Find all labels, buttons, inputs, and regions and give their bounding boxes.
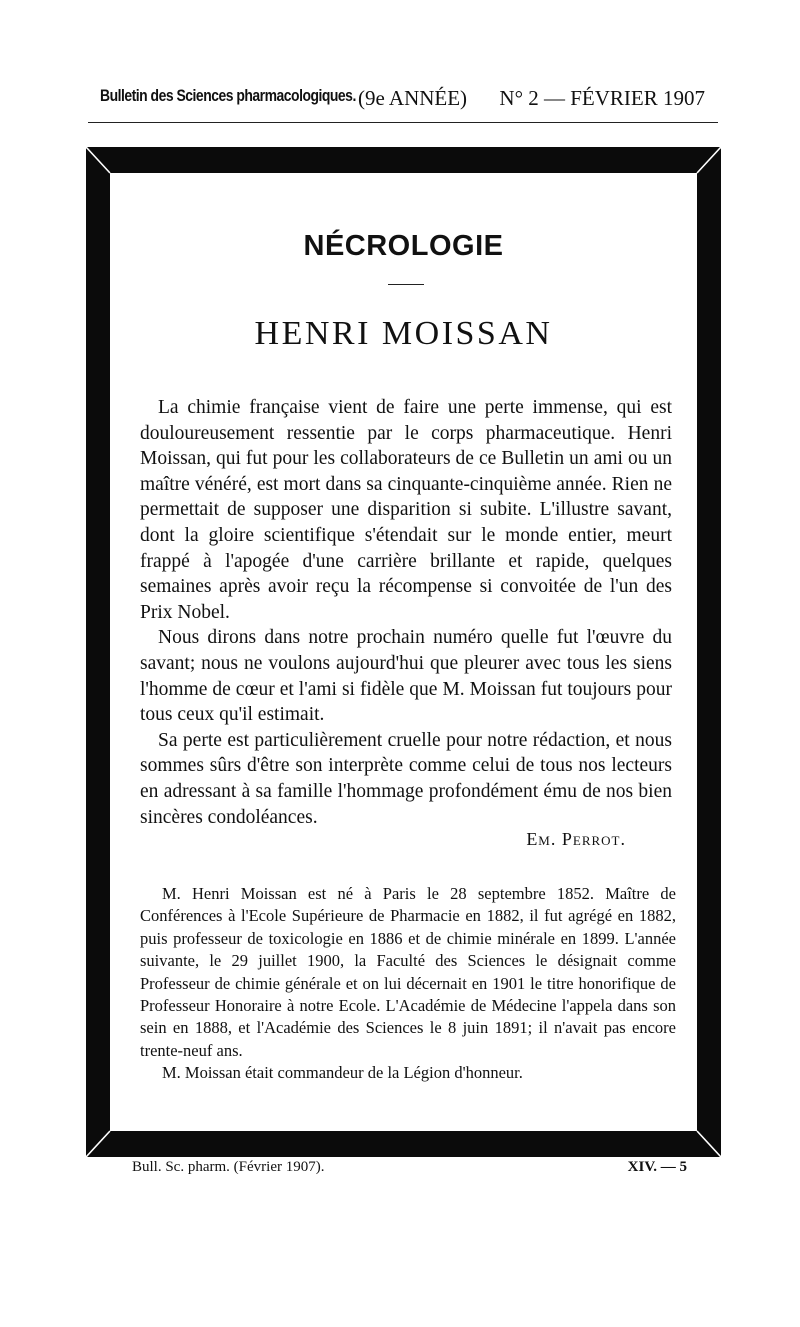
subject-name: HENRI MOISSAN bbox=[254, 315, 553, 352]
obituary-text bbox=[140, 395, 672, 830]
paragraph: Sa perte est particulièrement cruelle pour notre rédaction, et nous sommes sûrs d'être son interprète comme celui de tous nos lecteurs en adressant à sa famille l'hommage profondément ému de nos bien sincères condoléances. bbox=[140, 729, 672, 828]
paragraph: Nous dirons dans notre prochain numéro quelle fut l'œuvre du savant; nous ne voulons aujourd'hui que pleurer avec tous les siens l'homme de cœur et l'ami si fidèle que M. Moissan fut toujours pour tous ceux qu'il estimait. bbox=[140, 627, 672, 726]
biography-paragraph: M. Moissan était commandeur de la Légion d'honneur. bbox=[162, 1063, 523, 1083]
running-header bbox=[100, 80, 705, 120]
journal-title: Bulletin des Sciences pharmacologiques. bbox=[100, 86, 356, 105]
page-number: XIV. — 5 bbox=[627, 1159, 687, 1175]
paragraph: La chimie française vient de faire une perte immense, qui est douloureusement ressentie par le corps pharmaceutique. Henri Moissan, qui fut pour les collaborateurs de ce Bulletin un ami ou un maître vénéré, est mort dans sa cinquante-cinquième année. Rien ne permettait de supposer une disparition si subite. L'illustre savant, dont la gloire scientifique s'étendait sur le monde entier, meurt frappé à l'apogée d'une carrière brillante et rapide, quelques semaines après avoir reçu la récompense si convoitée de l'un des Prix Nobel. bbox=[140, 397, 672, 623]
issue-number: N° 2 — FÉVRIER 1907 bbox=[499, 86, 705, 110]
section-title: NÉCROLOGIE bbox=[303, 230, 504, 262]
volume-year: (9e ANNÉE) bbox=[358, 86, 468, 110]
page-footer bbox=[132, 1157, 687, 1187]
header-rule bbox=[88, 122, 718, 123]
biographical-note bbox=[140, 883, 676, 1085]
biography-paragraph: M. Henri Moissan est né à Paris le 28 septembre 1852. Maître de Conférences à l'Ecole Supérieure de Pharmacie en 1882, il fut agrégé en 1882, puis professeur de toxicologie en 1886 et de chimie minérale en 1899. L'année suivante, le 29 juillet 1900, la Faculté des Sciences le désignait comme Professeur de chimie générale et on lui décernait en 1901 le titre honorifique de Professeur Honoraire à notre Ecole. L'Académie de Médecine l'appela dans son sein en 1888, et l'Académie des Sciences le 8 juin 1891; il n'avait pas encore trente-neuf ans. bbox=[140, 884, 676, 1060]
obituary-content bbox=[110, 175, 697, 1125]
title-separator bbox=[388, 284, 424, 285]
author-signature: Em. Perrot. bbox=[526, 829, 626, 849]
footer-citation: Bull. Sc. pharm. (Février 1907). bbox=[132, 1159, 325, 1175]
